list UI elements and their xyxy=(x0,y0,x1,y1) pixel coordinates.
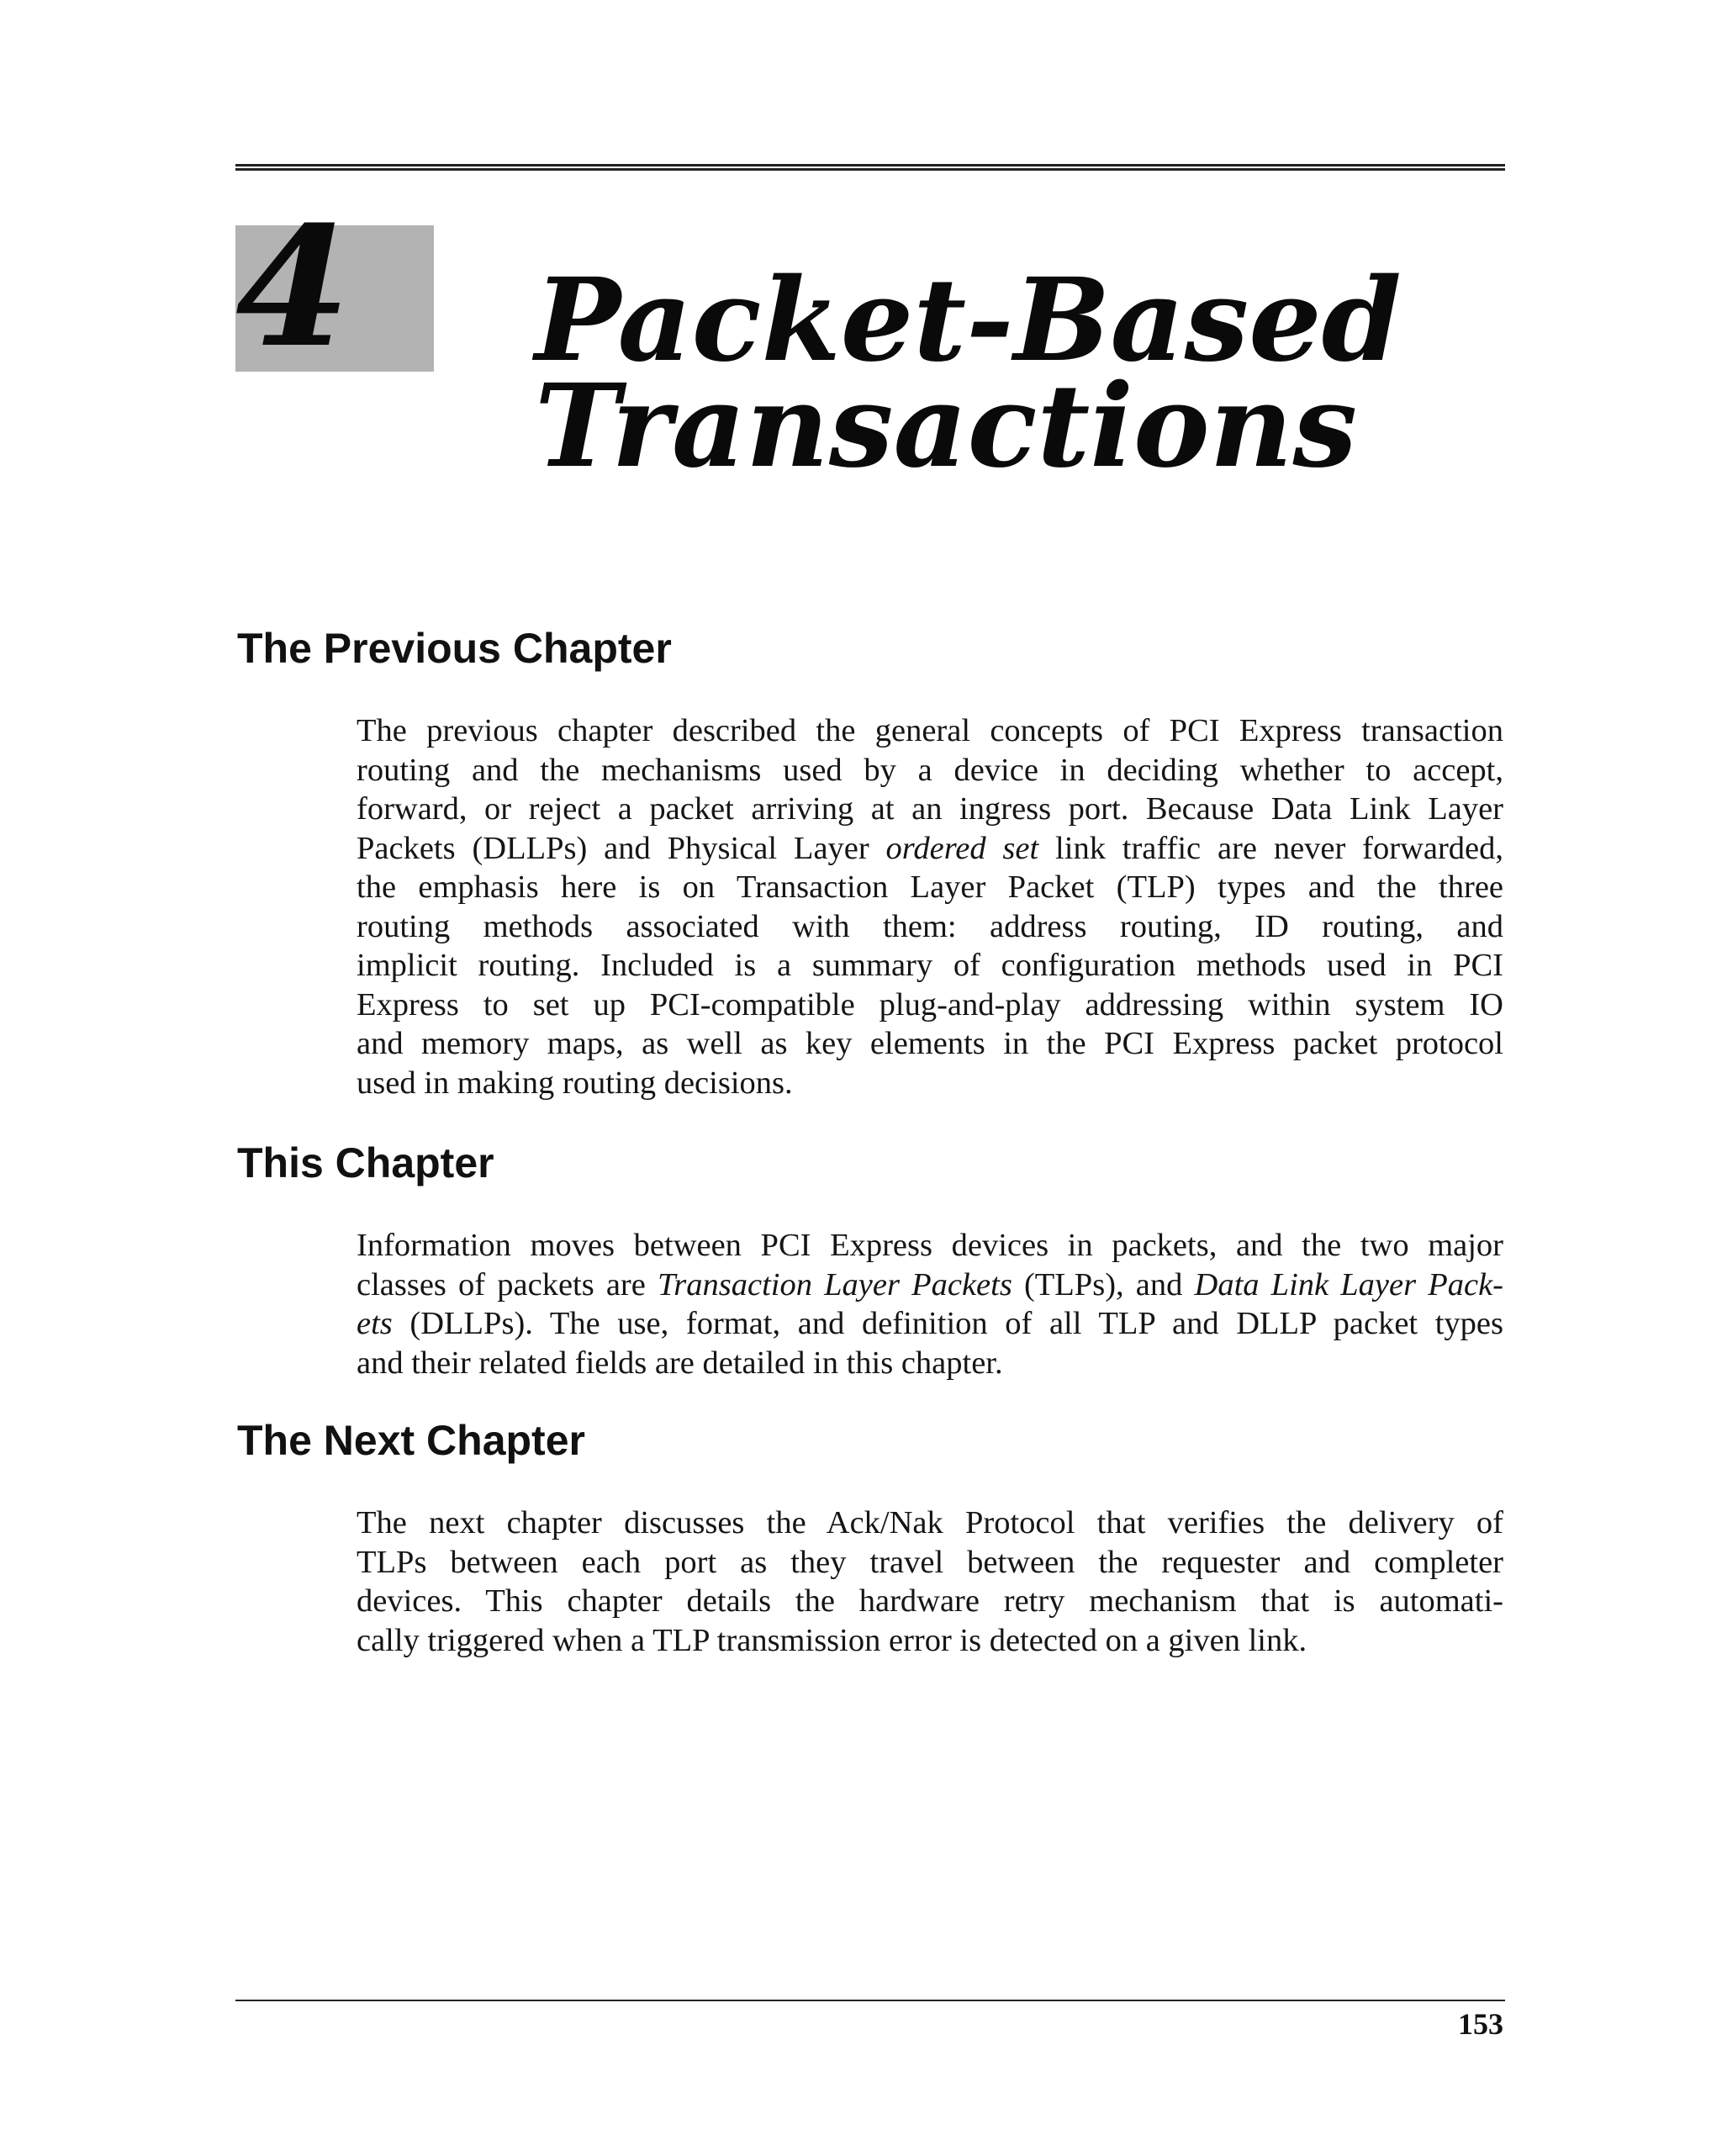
text-line: Express to set up PCI-compatible plug-and-play addressing within system IO xyxy=(357,986,1503,1023)
text-line: the emphasis here is on Transaction Layer Packet (TLP) types and the three xyxy=(357,869,1503,905)
next-chapter-paragraph xyxy=(357,1503,1503,1660)
text-line xyxy=(357,1266,1503,1305)
text-run: (DLLPs). The use, format, and definition of all TLP and DLLP packet types xyxy=(392,1306,1503,1341)
text-line: devices. This chapter details the hardware retry mechanism that is automati- xyxy=(357,1583,1503,1619)
chapter-title-line-1: Packet-Based xyxy=(535,253,1402,388)
text-line: implicit routing. Included is a summary of configuration methods used in PCI xyxy=(357,948,1503,983)
text-line: Information moves between PCI Express devices in packets, and the two major xyxy=(357,1228,1503,1263)
previous-chapter-heading: The Previous Chapter xyxy=(237,625,672,672)
footer-rule xyxy=(235,2000,1505,2001)
text-run: Packets (DLLPs) and Physical Layer xyxy=(357,830,886,866)
top-double-rule xyxy=(235,164,1505,171)
text-run: (TLPs), and xyxy=(1012,1266,1195,1303)
chapter-title xyxy=(535,253,1460,494)
emphasis-ordered-set: ordered set xyxy=(885,830,1039,866)
page-number: 153 xyxy=(1458,2007,1503,2041)
text-line: forward, or reject a packet arriving at an ingress port. Because Data Link Layer xyxy=(357,791,1503,827)
text-line: routing methods associated with them: address routing, ID routing, and xyxy=(357,908,1503,944)
text-line: and their related fields are detailed in this chapter. xyxy=(357,1345,1003,1381)
text-line xyxy=(357,829,1503,869)
emphasis-dllp-end: ets xyxy=(357,1306,393,1341)
text-line: TLPs between each port as they travel between the requester and completer xyxy=(357,1544,1503,1580)
text-line: The previous chapter described the general concepts of PCI Express transaction xyxy=(357,713,1503,748)
text-run: link traffic are never forwarded, xyxy=(1038,830,1503,866)
text-line: routing and the mechanisms used by a device in deciding whether to accept, xyxy=(357,752,1503,788)
next-chapter-heading: The Next Chapter xyxy=(237,1417,585,1464)
text-line: cally triggered when a TLP transmission error is detected on a given link. xyxy=(357,1622,1307,1658)
chapter-title-line-2: Transactions xyxy=(535,359,1358,494)
previous-chapter-paragraph xyxy=(357,711,1503,1102)
text-line: and memory maps, as well as key elements in the PCI Express packet protocol xyxy=(357,1026,1503,1061)
emphasis-dllp: Data Link Layer Pack- xyxy=(1194,1266,1503,1303)
text-line xyxy=(357,1304,1503,1344)
text-run: classes of packets are xyxy=(357,1266,658,1303)
this-chapter-heading: This Chapter xyxy=(237,1139,494,1186)
this-chapter-paragraph xyxy=(357,1226,1503,1382)
emphasis-tlp: Transaction Layer Packets xyxy=(658,1266,1012,1303)
text-line: The next chapter discusses the Ack/Nak Protocol that verifies the delivery of xyxy=(357,1505,1503,1540)
chapter-number: 4 xyxy=(235,191,351,384)
text-line: used in making routing decisions. xyxy=(357,1065,793,1101)
